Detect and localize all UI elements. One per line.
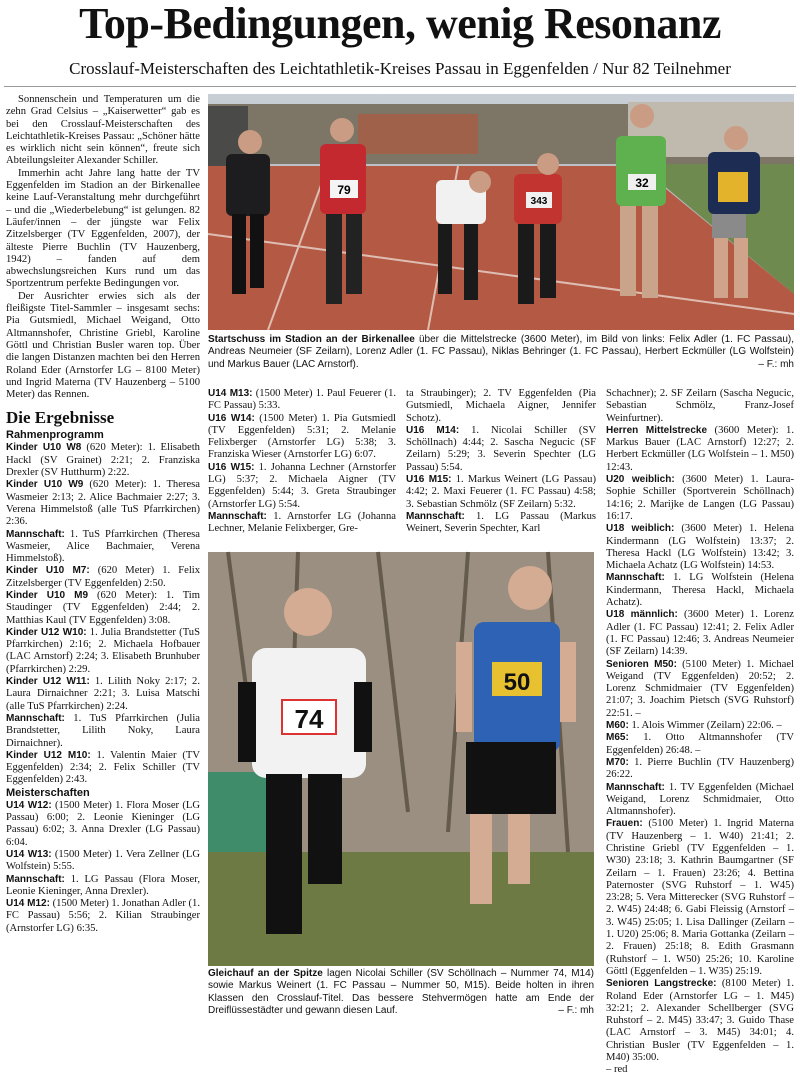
photo-start-caption-text: über die Mittelstrecke (3600 Meter), im Bild von links: Felix Adler (1. FC Passau), Andreas Neumeier (SF Zeilarn), Lorenz Adler (1. FC Passau), Niklas Behringer (1. FC Passau), Herbert Eckmüller (LG Wolfstein) und Markus Bauer (LAC Arnstorf). [208,334,794,370]
runners-leaders-image [208,552,594,966]
result-text: (3600 Meter) 1. Lorenz Adler (1. FC Passau) 12:41; 2. Felix Adler (1. FC Passau) 12:46; 3. Andreas Neumeier (SF Zeilarn) 14:39. [606,609,794,658]
result-text: (5100 Meter) 1. Michael Weigand (TV Eggenfelden) 20:52; 2. Lorenz Schmidmaier (TV Eggenfelden) 21:07; 3. Joachim Pietsch (SVG Ruhstorf) 22:51. – [606,658,794,719]
results-list-3 [406,388,596,536]
result-entry [606,659,794,720]
subheadline: Crosslauf-Meisterschaften des Leichtathletik-Kreises Passau in Eggenfelden / Nur 82 Teilnehmer [69,59,731,78]
result-category: Kinder U10 M9 [6,589,89,601]
result-entry [606,572,794,609]
result-category: Mannschaft: [208,510,267,522]
result-category: Senioren Langstrecke: [606,978,717,990]
result-text: 1. TuS Pfarrkirchen (Julia Brandstetter, Lilith Noky, Laura Dirnaichner). [6,712,200,749]
result-entry [6,442,200,479]
result-entry [6,565,200,590]
result-text: 1. Valentin Maier (TV Eggenfelden) 2:34; 2. Felix Schiller (TV Eggenfelden) 2:43. [6,749,200,786]
intro-paragraph-3: Der Ausrichter erwies sich als der fleißigste Titel-Sammler – insgesamt sechs: Pia Gutsmiedl, Michael Weigand, Otto Altmannshofer, Christine Griebl, Karoline Göttl und Christian Busler waren top. Über die langen Distanzen machten bei den Herren Roland Eder (Arnstorfer LG – 8100 Meter) und Ingrid Materna (TV Hauzenberg – 5100 Meter) das Rennen. [6,290,200,401]
result-entry [6,590,200,627]
result-entry [6,849,200,874]
result-entry [406,388,596,425]
bib-74: 74 [294,704,324,734]
result-category: U14 W13: [6,848,52,860]
result-category: Mannschaft: [606,781,665,793]
results-subheading: Rahmenprogramm [6,429,104,442]
bib-79: 79 [337,183,351,197]
photo-leaders-caption-text: lagen Nicolai Schiller (SV Schöllnach – Nummer 74, M14) sowie Markus Weinert (1. FC Passau – Nummer 50, M15). Beide holten in ihren Klassen den Crosslauf-Titel. Das bessere Stehvermögen hatte am Ende der Dreiflüssestädter und gewann diesen Lauf. [208,968,594,1016]
result-text: (5100 Meter) 1. Ingrid Materna (TV Hauzenberg – 1. W40) 21:41; 2. Christine Griebl (TV Eggenfelden – 1. W30) 23:18; 3. Kathrin Baumgartner (SF Zeilarn – 1. Frauen) 23:26; 4. Bettina Paternoster (SVG Ruhstorf – 1. W45) 23:28; 5. Vera Mitterecker (SVG Ruhstorf – 2. W45) 24:48; 6. Gabi Fleissig (Arnstorf – 3. W45) 25:05; 1. Lisa Dallinger (Zeilarn – 1. U20) 25:06; 8. Maria Gottanka (Zeilarn – 2. Frauen) 25:18; 8. Edith Grasmann (Ruhstorf – 1. W50) 25:26; 10. Karoline Göttl (Eggenfelden – 1. W35) 25:19. [606,818,794,977]
result-category: U16 W14: [208,412,255,424]
result-text: (1500 Meter) 1. Flora Moser (LG Passau) 6:00; 2. Leonie Kieninger (LG Passau) 6:02; 3. Anna Drexler (LG Passau) 6:04. [6,799,200,848]
result-category: Mannschaft: [406,510,465,522]
column-3 [406,388,596,536]
result-entry [606,978,794,1064]
result-entry [6,898,200,935]
result-text: 1. Arnstorfer LG (Johanna Lechner, Melanie Felixberger, Gre- [208,510,396,535]
result-category: Kinder U10 W9 [6,479,84,491]
result-entry [406,474,596,511]
result-entry [6,800,200,849]
photo-leaders-caption [208,968,594,1017]
intro-paragraph-2: Immerhin acht Jahre lang hatte der TV Eggenfelden im Stadion an der Birkenallee keine Lauf-Veranstaltung mehr durchgeführt – und die „Wiederbelebung“ ist gelungen. 82 Läufer/innen – der jüngste war Felix Zitzelsberger (TV Eggenfelden, 2007), der älteste Pierre Buchlin (TV Hauzenberg, 1942) – fanden auf dem abwechslungsreichen Kurs rund um das Sportzentrum perfekte Bedingungen vor. [6,167,200,290]
divider [4,86,796,87]
photo-start-credit: – F.: mh [758,358,794,370]
result-category: Mannschaft: [6,873,65,885]
runners-start-image [208,94,794,330]
result-category: M70: [606,756,629,768]
result-entry [6,627,200,676]
result-text: ta Straubinger); 2. TV Eggenfelden (Pia Gutsmiedl, Michaela Aigner, Jennifer Schotz). [406,388,596,424]
result-text: (8100 Meter) 1. Roland Eder (Arnstorfer LG – 1. M45) 32:21; 2. Alexander Schellberger (SVG Ruhstorf – 2. M45) 33:47; 3. Guido Thase (LAC Arnstorf – 3. M45) 34:01; 4. Christian Busler (TV Eggenfelden – 1. M40) 35:00. [606,978,794,1064]
result-entry [606,732,794,757]
result-category: U16 W15: [208,461,255,473]
result-entry [6,874,200,899]
bib-50: 50 [503,669,531,696]
result-category: U18 männlich: [606,609,678,621]
result-entry [6,676,200,713]
result-text: 1. Nicolai Schiller (SV Schöllnach) 4:44; 2. Sascha Negucic (SF Zeilarn) 5:29; 3. Severin Spechter (LG Passau) 5:54. [406,424,597,473]
result-text: (1500 Meter) 1. Pia Gutsmiedl (TV Eggenfelden) 5:31; 2. Melanie Felixberger (Arnstorfer LG) 5:38; 3. Franziska Wieser (Arnstorfer LG) 6:07. [208,412,396,461]
result-category: Mannschaft: [6,712,65,724]
result-text: (620 Meter) 1. Felix Zitzelsberger (TV Eggenfelden) 2:50. [6,565,201,589]
result-entry [6,713,200,750]
result-text: – red [606,1064,628,1076]
result-text: (3600 Meter): 1. Markus Bauer (LAC Arnstorf) 12:27; 2. Herbert Eckmüller (LG Wolfstein – 1. M50) 12:43. [606,424,795,473]
result-category: Herren Mittelstrecke [606,424,708,436]
result-category: U20 weiblich: [606,474,675,486]
bib-343: 343 [530,196,548,207]
results-list-2 [208,388,396,536]
result-text: Schachner); 2. SF Zeilarn (Sascha Negucic, Sebastian Schmölz, Franz-Josef Weinfurtner). [606,388,794,424]
result-text: 1. Otto Altmannshofer (TV Eggenfelden) 26:48. – [606,732,794,756]
result-category: Kinder U10 M7: [6,565,90,577]
headline: Top-Bedingungen, wenig Resonanz [79,0,721,48]
result-entry [406,511,596,536]
result-category: Mannschaft: [606,572,665,584]
result-category: U14 W12: [6,799,52,811]
result-text: 1. TV Eggenfelden (Michael Weigand, Lorenz Schmidmaier, Otto Altmannshofer). [606,781,794,818]
result-category: Mannschaft: [6,528,65,540]
result-text: (620 Meter): 1. Theresa Wasmeier 2:13; 2. Alice Bachmaier 2:27; 3. Verena Himmelstoß (alle TuS Pfarrkirchen) 2:36. [6,479,200,528]
result-text: (620 Meter): 1. Tim Staudinger (TV Eggenfelden) 2:44; 2. Matthias Kaul (TV Eggenfelden) 3:08. [6,589,200,626]
result-text: (3600 Meter) 1. Helena Kindermann (LG Wolfstein) 13:37; 2. Theresa Hackl (LG Wolfstein) 13:42; 3. Michaela Achatz (LG Wolfstein) 14:53. [606,523,794,572]
photo-leaders [208,552,594,966]
result-entry [208,462,396,511]
column-2 [208,388,396,536]
result-entry [208,413,396,462]
results-list-1 [6,429,200,935]
result-text: 1. TuS Pfarrkirchen (Theresa Wasmeier, Alice Bachmaier, Verena Himmelstoß). [6,528,200,565]
results-subheading: Meisterschaften [6,786,90,799]
intro-paragraph-1: Sonnenschein und Temperaturen um die zehn Grad Celsius – „Kaiserwetter“ gab es bei den Crosslauf-Meisterschaften des Leichtathletik-Kreises Passau: „Schöner hätte es wirklich nicht sein können“, freute sich Abteilungsleiter Alexander Schiller. [6,94,200,167]
result-category: U14 M13: [208,388,253,399]
result-entry [6,479,200,528]
photo-start [208,94,794,330]
bib-32: 32 [635,176,649,190]
result-category: U14 M12: [6,898,50,910]
result-entry [208,511,396,536]
column-4 [606,388,794,1077]
result-text: 1. LG Wolfstein (Helena Kindermann, Theresa Hackl, Michaela Achatz). [606,572,794,609]
result-entry [406,425,596,474]
result-entry [606,1064,794,1076]
result-entry [606,474,794,523]
result-category: Kinder U12 W10: [6,626,87,638]
result-category: U18 weiblich: [606,523,675,535]
result-entry [606,425,794,474]
column-1 [6,94,200,935]
result-category: Kinder U10 W8 [6,442,82,454]
result-text: (620 Meter): 1. Elisabeth Hackl (SV Grainet) 2:21; 2. Franziska Drexler (SV Hutthurm) 2:22. [6,442,200,479]
result-text: 1. Julia Brandstetter (TuS Pfarrkirchen) 2:16; 2. Michaela Hofbauer (LAC Arnstorf) 2:24; 3. Elisabeth Brunhuber (Pfarrkirchen) 2:29. [6,626,200,675]
result-category: M60: [606,720,629,732]
result-entry [208,388,396,413]
photo-start-caption [208,334,794,371]
result-text: 1. Lilith Noky 2:17; 2. Laura Dirnaichner 2:21; 3. Luisa Matschi (alle TuS Pfarrkirchen) 2:24. [6,676,200,712]
result-text: (1500 Meter) 1. Jonathan Adler (1. FC Passau) 5:56; 2. Kilian Straubinger (Arnstorfer LG) 6:35. [6,898,201,934]
result-text: 1. LG Passau (Flora Moser, Leonie Kieninger, Anna Drexler). [6,873,200,897]
results-list-4 [606,388,794,1077]
photo-leaders-credit: – F.: mh [558,1004,594,1016]
result-entry [6,529,200,566]
result-text: 1. Alois Wimmer (Zeilarn) 22:06. – [628,720,782,732]
result-text: 1. LG Passau (Markus Weinert, Severin Spechter, Karl [406,510,596,535]
result-category: Kinder U12 W11: [6,676,90,688]
result-text: (3600 Meter) 1. Laura-Sophie Schiller (Sportverein Schöllnach) 14:16; 2. Marijke de Langen (LG Passau) 16:17. [606,474,795,522]
photo-leaders-caption-title: Gleichauf an der Spitze [208,968,323,979]
result-entry [606,388,794,425]
results-heading: Die Ergebnisse [6,408,115,428]
result-text: 1. Markus Weinert (LG Passau) 4:42; 2. Maxi Feuerer (1. FC Passau) 4:58; 3. Sebastian Schmölz (SF Zeilarn) 5:32. [406,474,596,510]
result-text: 1. Johanna Lechner (Arnstorfer LG) 5:37; 2. Michaela Aigner (TV Eggenfelden) 5:44; 3. Greta Straubinger (Arnstorfer LG) 5:54. [208,461,397,510]
result-text: 1. Pierre Buchlin (TV Hauzenberg) 26:22. [606,756,794,781]
result-category: U16 M15: [406,474,452,486]
photo-start-caption-title: Startschuss im Stadion an der Birkenallee [208,334,415,345]
result-entry [606,609,794,658]
result-category: M65: [606,732,629,744]
result-entry [606,782,794,819]
result-text: (1500 Meter) 1. Vera Zellner (LG Wolfstein) 5:55. [6,848,200,873]
result-entry [606,523,794,572]
result-category: Frauen: [606,818,643,830]
result-entry [606,757,794,782]
result-entry [606,818,794,978]
result-category: Kinder U12 M10: [6,749,91,761]
result-entry [606,720,794,732]
result-text: (1500 Meter) 1. Paul Feuerer (1. FC Passau) 5:33. [208,388,397,412]
result-category: U16 M14: [406,424,460,436]
result-entry [6,750,200,787]
result-category: Senioren M50: [606,658,677,670]
